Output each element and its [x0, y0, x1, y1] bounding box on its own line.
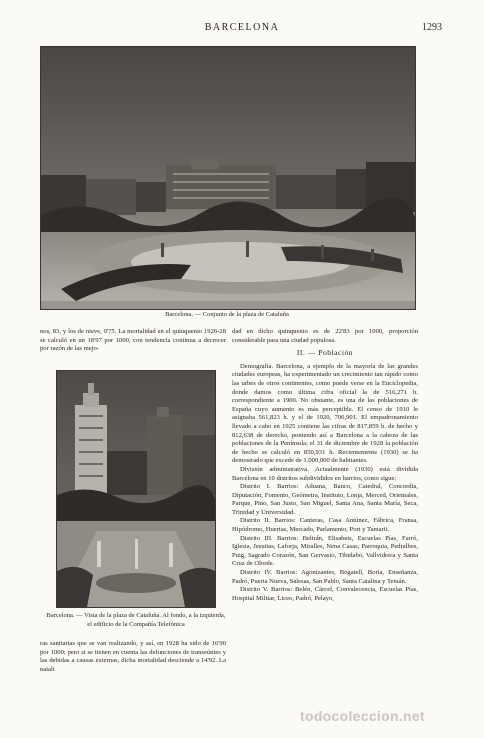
right-column — [232, 328, 418, 603]
section-title-poblacion: II. — Población — [296, 348, 354, 358]
plaza-street-photo — [56, 370, 216, 608]
paragraph-distrito-4: Distrito IV. Barrios: Agonizantes, Bogatell, Boria, Enseñanza, Padró, Puerta Nueva, Salesas, San Pablo, Santa Catalina y Tetuán. — [232, 569, 418, 585]
left-photo-caption: Barcelona. — Vista de la plaza de Cataluña. Al fondo, a la izquierda, el edificio de la Compañía Telefónica — [46, 612, 226, 628]
plaza-street-illustration — [57, 371, 215, 607]
paragraph-distrito-5: Distrito V. Barrios: Belén, Cárcel, Convalecencia, Escuelas Pías, Hospital Militar, Liceo, Padró, Pelayo, — [232, 586, 418, 602]
left-column-intro — [40, 328, 226, 354]
paragraph-division: División administrativa. Actualmente (1930) está dividida Barcelona en 10 distritos subdivididos en barrios, como sigue: — [232, 465, 418, 482]
left-closing-paragraph: ras sanitarias que se van realizando, y así, en 1928 ha sido de 16'90 por 1000; pero si se tienen en cuenta las defunciones de transeúntes y las debidas a causas externas, dicha mortalidad desciende a 14'92. La natali — [40, 640, 226, 673]
paragraph-distrito-3: Distrito III. Barrios: Beltrán, Elisabets, Escuelas Pías, Farró, Iglesia, Jesuitas, Laforja, Miralles, Nena Casas, Parroquia, Pedralbes, Puig, Sagrado Corazón, San Gervasio, Tibidabo, Vallvidrera y Santa Cruz de Olorde. — [232, 534, 418, 568]
paragraph-distrito-2: Distrito II. Barrios: Canteras, Casa Antúnez, Fábrica, Fransa, Hipódromo, Huertas, Mercado, Parlamento, Port y Tamarit. — [232, 517, 418, 534]
paragraph-distrito-1: Distrito I. Barrios: Aduana, Banco, Catedral, Concordia, Diputación, Fomento, Geómetra, Instituto, Lonja, Merced, Orientales, Parque, Pino, San Justo, San Miguel, Santa Ana, Santa María, Seca, Trinidad y Universidad. — [232, 483, 418, 516]
page-number: 1293 — [422, 22, 442, 33]
plaza-panorama-illustration — [41, 47, 415, 309]
running-title: BARCELONA — [204, 22, 280, 33]
right-top-paragraph: dad en dicho quinquenio es de 22'83 por 1000, proporción considerable para una ciudad populosa. — [232, 328, 418, 344]
paragraph-demografia: Demografía. Barcelona, a ejemplo de la mayoría de las grandes ciudades europeas, ha experimentado un crecimiento tan rápido como las urbes de otros continentes, como puede verse en la Enciclopedia, donde damos como última cifra oficial la de 516,271 h. correspondiente a 1900. No obstante, es una de las poblaciones de España cuyo aumento es más perceptible. El censo de 1910 le asignaba 561,823 h. y el de 1920, 706,901. El empadronamiento llevado a cabo en 1925 contiene las cifras de 817,859 h. de hecho y 812,638 de derecho, poniendo así a Barcelona a la cabeza de las poblaciones de la Península; el 31 de diciembre de 1928 la población de hecho se calculó en 850,931 h. Recientemente (1930) se ha demostrado que excede de 1.000,000 de habitantes. — [232, 362, 418, 465]
watermark-logo: todocoleccion.net — [300, 708, 425, 724]
plaza-panorama-photo — [40, 46, 416, 310]
top-photo-caption: Barcelona. — Conjunto de la plaza de Cataluña — [165, 311, 289, 318]
left-intro-paragraph: nos, 83, y los de nieve, 0'75. La mortalidad en el quinquenio 1926-28 se calculó en un 18'97 por 1000, con tendencia continua a decrecer por razón de las mejo- — [40, 328, 226, 353]
left-column-closing — [40, 640, 226, 674]
